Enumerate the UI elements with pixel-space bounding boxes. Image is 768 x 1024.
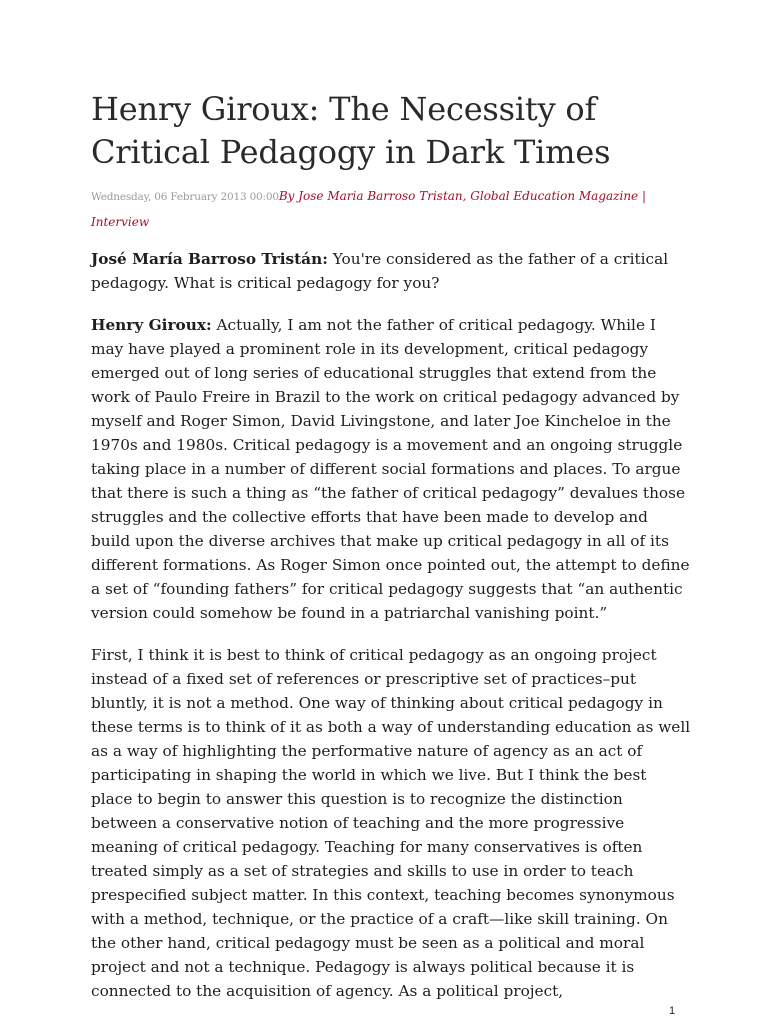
article-date: Wednesday, 06 February 2013 00:00 (91, 191, 279, 203)
page-number: 1 (669, 1005, 676, 1017)
paragraph-answer (91, 313, 691, 625)
paragraph-continuation: First, I think it is best to think of critical pedagogy as an ongoing project instead of a fixed set of references or prescriptive set of practices–put bluntly, it is not a method. One way of thinking about critical pedagogy in these terms is to think of it as both a way of understanding education as well as a way of highlighting the performative nature of agency as an act of participating in shaping the world in which we live. But I think the best place to begin to answer this question is to recognize the distinction between a conservative notion of teaching and the more progressive meaning of critical pedagogy. Teaching for many conservatives is often treated simply as a set of strategies and skills to use in order to teach prespecified subject matter. In this context, teaching becomes synonymous with a method, technique, or the practice of a craft—like skill training. On the other hand, critical pedagogy must be seen as a political and moral project and not a technique. Pedagogy is always political because it is connected to the acquisition of agency. As a political project, (91, 646, 691, 1000)
speaker-name: Henry Giroux: (91, 316, 212, 334)
paragraph-text: Actually, I am not the father of critical pedagogy. While I may have played a prominent role in its development, critical pedagogy emerged out of long series of educational struggles that extend from the work of Paulo Freire in Brazil to the work on critical pedagogy advanced by myself and Roger Simon, David Livingstone, and later Joe Kincheloe in the 1970s and 1980s. Critical pedagogy is a movement and an ongoing struggle taking place in a number of different social formations and places. To argue that there is such a thing as “the father of critical pedagogy” devalues those struggles and the collective efforts that have been made to develop and build upon the diverse archives that make up critical pedagogy in all of its different formations. As Roger Simon once pointed out, the attempt to define a set of “founding fathers” for critical pedagogy suggests that “an authentic version could somehow be found in a patriarchal vanishing point.” (91, 316, 690, 622)
article-title: Henry Giroux: The Necessity of Critical Pedagogy in Dark Times (91, 90, 611, 171)
article-byline: By Jose Maria Barroso Tristan, Global Education Magazine | Interview (91, 189, 647, 229)
paragraph-question (91, 247, 691, 295)
document-page (91, 88, 691, 1021)
speaker-name: José María Barroso Tristán: (91, 250, 328, 268)
article-meta (91, 184, 691, 235)
paragraph-text: You're considered as the father of a critical pedagogy. What is critical pedagogy for you? (91, 250, 669, 292)
